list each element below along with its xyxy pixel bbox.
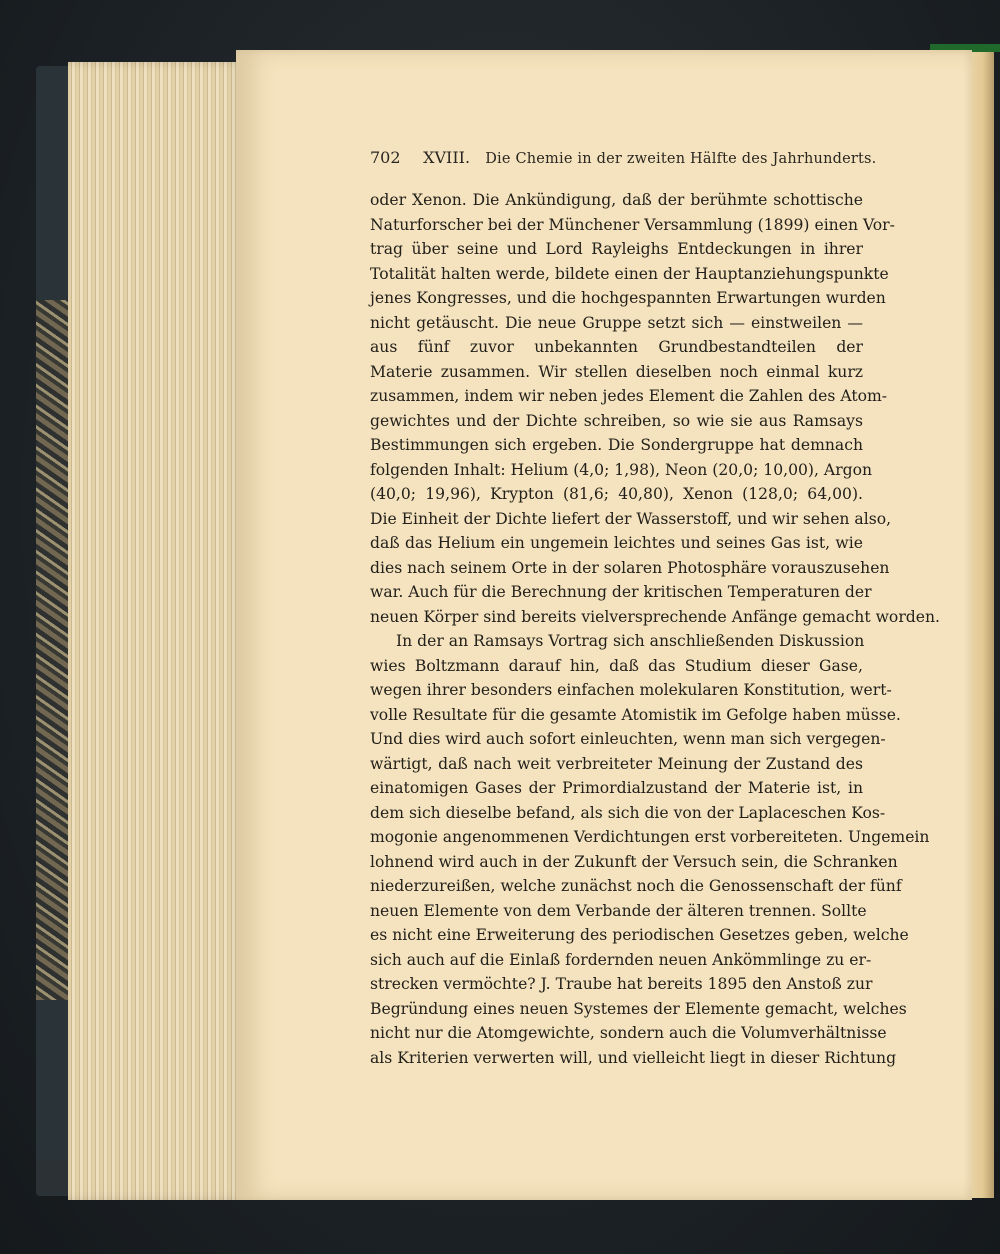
- text-line: Und dies wird auch sofort einleuchten, wenn man sich vergegen-: [370, 730, 886, 748]
- marbled-cover-edge: [36, 300, 70, 1000]
- text-line: oder Xenon. Die Ankündigung, daß der berühmte schottische: [370, 191, 863, 209]
- text-line: daß das Helium ein ungemein leichtes und seines Gas ist, wie: [370, 534, 863, 552]
- text-line: nicht nur die Atomgewichte, sondern auch die Volumverhältnisse: [370, 1024, 887, 1042]
- text-line: zusammen, indem wir neben jedes Element die Zahlen des Atom-: [370, 387, 888, 405]
- text-line: wies Boltzmann darauf hin, daß das Studium dieser Gase,: [370, 656, 863, 675]
- text-line: trag über seine und Lord Rayleighs Entdeckungen in ihrer: [370, 240, 863, 258]
- text-line: lohnend wird auch in der Zukunft der Versuch sein, die Schranken: [370, 852, 898, 871]
- stacked-page-edges: [68, 62, 243, 1200]
- text-line: mogonie angenommenen Verdichtungen erst vorbereiteten. Ungemein: [370, 828, 930, 846]
- text-line: Materie zusammen. Wir stellen dieselben noch einmal kurz: [370, 362, 863, 381]
- text-line: niederzureißen, welche zunächst noch die Genossenschaft der fünf: [370, 877, 902, 895]
- text-line: Naturforscher bei der Münchener Versammlung (1899) einen Vor-: [370, 215, 895, 234]
- text-line: einatomigen Gases der Primordialzustand der Materie ist, in: [370, 779, 863, 797]
- running-head: [370, 148, 877, 174]
- chapter-numeral: XVIII.: [423, 148, 471, 167]
- text-line: Totalität halten werde, bildete einen der Hauptanziehungspunkte: [370, 264, 889, 283]
- text-line: nicht getäuscht. Die neue Gruppe setzt sich — einstweilen —: [370, 313, 863, 332]
- text-line: es nicht eine Erweiterung des periodischen Gesetzes geben, welche: [370, 926, 909, 944]
- text-line: Bestimmungen sich ergeben. Die Sondergruppe hat demnach: [370, 436, 863, 454]
- page-number: 702: [370, 148, 401, 167]
- text-line: aus fünf zuvor unbekannten Grundbestandteilen der: [370, 338, 863, 356]
- text-line: neuen Körper sind bereits vielversprechende Anfänge gemacht worden.: [370, 607, 940, 626]
- text-line: Die Einheit der Dichte liefert der Wasserstoff, und wir sehen also,: [370, 509, 892, 528]
- text-line: jenes Kongresses, und die hochgespannten Erwartungen wurden: [370, 289, 886, 307]
- text-line: neuen Elemente von dem Verbande der älteren trennen. Sollte: [370, 901, 867, 920]
- text-line: dem sich dieselbe befand, als sich die von der Laplaceschen Kos-: [370, 803, 886, 822]
- body-text: [370, 188, 940, 1070]
- text-line: strecken vermöchte? J. Traube hat bereits 1895 den Anstoß zur: [370, 975, 873, 993]
- chapter-title: Die Chemie in der zweiten Hälfte des Jahrhunderts.: [485, 151, 877, 167]
- text-line: (40,0; 19,96), Krypton (81,6; 40,80), Xenon (128,0; 64,00).: [370, 485, 863, 503]
- text-line: In der an Ramsays Vortrag sich anschließenden Diskussion: [396, 632, 865, 650]
- text-line: dies nach seinem Orte in der solaren Photosphäre vorauszusehen: [370, 558, 890, 577]
- text-line: Begründung eines neuen Systemes der Elemente gemacht, welches: [370, 999, 907, 1018]
- text-line: gewichtes und der Dichte schreiben, so wie sie aus Ramsays: [370, 411, 863, 430]
- text-line: wärtigt, daß nach weit verbreiteter Meinung der Zustand des: [370, 754, 863, 773]
- text-line: volle Resultate für die gesamte Atomistik im Gefolge haben müsse.: [370, 705, 901, 724]
- text-line: war. Auch für die Berechnung der kritischen Temperaturen der: [370, 583, 872, 601]
- text-line: wegen ihrer besonders einfachen molekularen Konstitution, wert-: [370, 681, 892, 699]
- text-line: als Kriterien verwerten will, und vielleicht liegt in dieser Richtung: [370, 1048, 897, 1067]
- text-line: folgenden Inhalt: Helium (4,0; 1,98), Neon (20,0; 10,00), Argon: [370, 460, 873, 479]
- text-line: sich auch auf die Einlaß fordernden neuen Ankömmlinge zu er-: [370, 950, 872, 969]
